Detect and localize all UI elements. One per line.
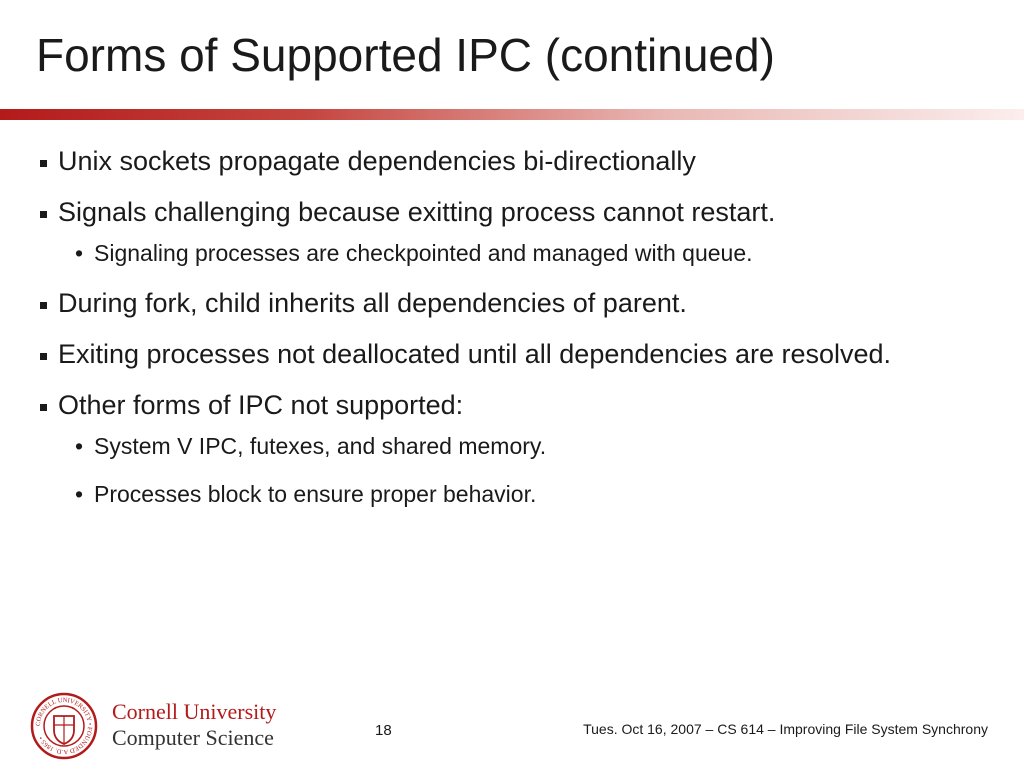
- bullet-item: [38, 143, 998, 180]
- sub-bullet-item: [38, 237, 998, 269]
- department-name: Computer Science: [112, 725, 274, 750]
- university-name: Cornell University: [112, 699, 277, 724]
- sub-bullet-item: [38, 478, 998, 510]
- square-bullet-icon: [40, 160, 47, 167]
- bullet-item: [38, 387, 998, 424]
- bullet-item: [38, 336, 998, 373]
- dot-bullet-icon: •: [75, 481, 84, 507]
- sub-bullet-list: [38, 430, 998, 510]
- bullet-text: Exiting processes not deallocated until all dependencies are resolved.: [58, 339, 892, 369]
- bullet-text: Unix sockets propagate dependencies bi-directionally: [58, 146, 696, 176]
- bullet-item: [38, 194, 998, 231]
- bullet-item: [38, 285, 998, 322]
- bullet-text: Other forms of IPC not supported:: [58, 390, 464, 420]
- sub-bullet-list: [38, 237, 998, 269]
- slide-title: Forms of Supported IPC (continued): [36, 29, 775, 81]
- sub-bullet-text: Signaling processes are checkpointed and managed with queue.: [94, 240, 753, 266]
- bullet-text: Signals challenging because exitting process cannot restart.: [58, 197, 776, 227]
- sub-bullet-item: [38, 430, 998, 462]
- bullet-list: [38, 143, 998, 526]
- square-bullet-icon: [40, 211, 47, 218]
- square-bullet-icon: [40, 404, 47, 411]
- sub-bullet-text: System V IPC, futexes, and shared memory.: [94, 433, 547, 459]
- bullet-text: During fork, child inherits all dependencies of parent.: [58, 288, 687, 318]
- dot-bullet-icon: •: [75, 433, 84, 459]
- title-divider: [0, 109, 1024, 120]
- square-bullet-icon: [40, 302, 47, 309]
- seal-text: CORNELL UNIVERSITY • FOUNDED A.D. 1865 •: [34, 696, 94, 756]
- dot-bullet-icon: •: [75, 240, 84, 266]
- cornell-logo: [30, 692, 300, 762]
- square-bullet-icon: [40, 353, 47, 360]
- sub-bullet-text: Processes block to ensure proper behavior.: [94, 481, 537, 507]
- footer-caption: Tues. Oct 16, 2007 – CS 614 – Improving File System Synchrony: [583, 721, 988, 737]
- cornell-seal-icon: [30, 692, 98, 760]
- page-number: 18: [375, 722, 392, 739]
